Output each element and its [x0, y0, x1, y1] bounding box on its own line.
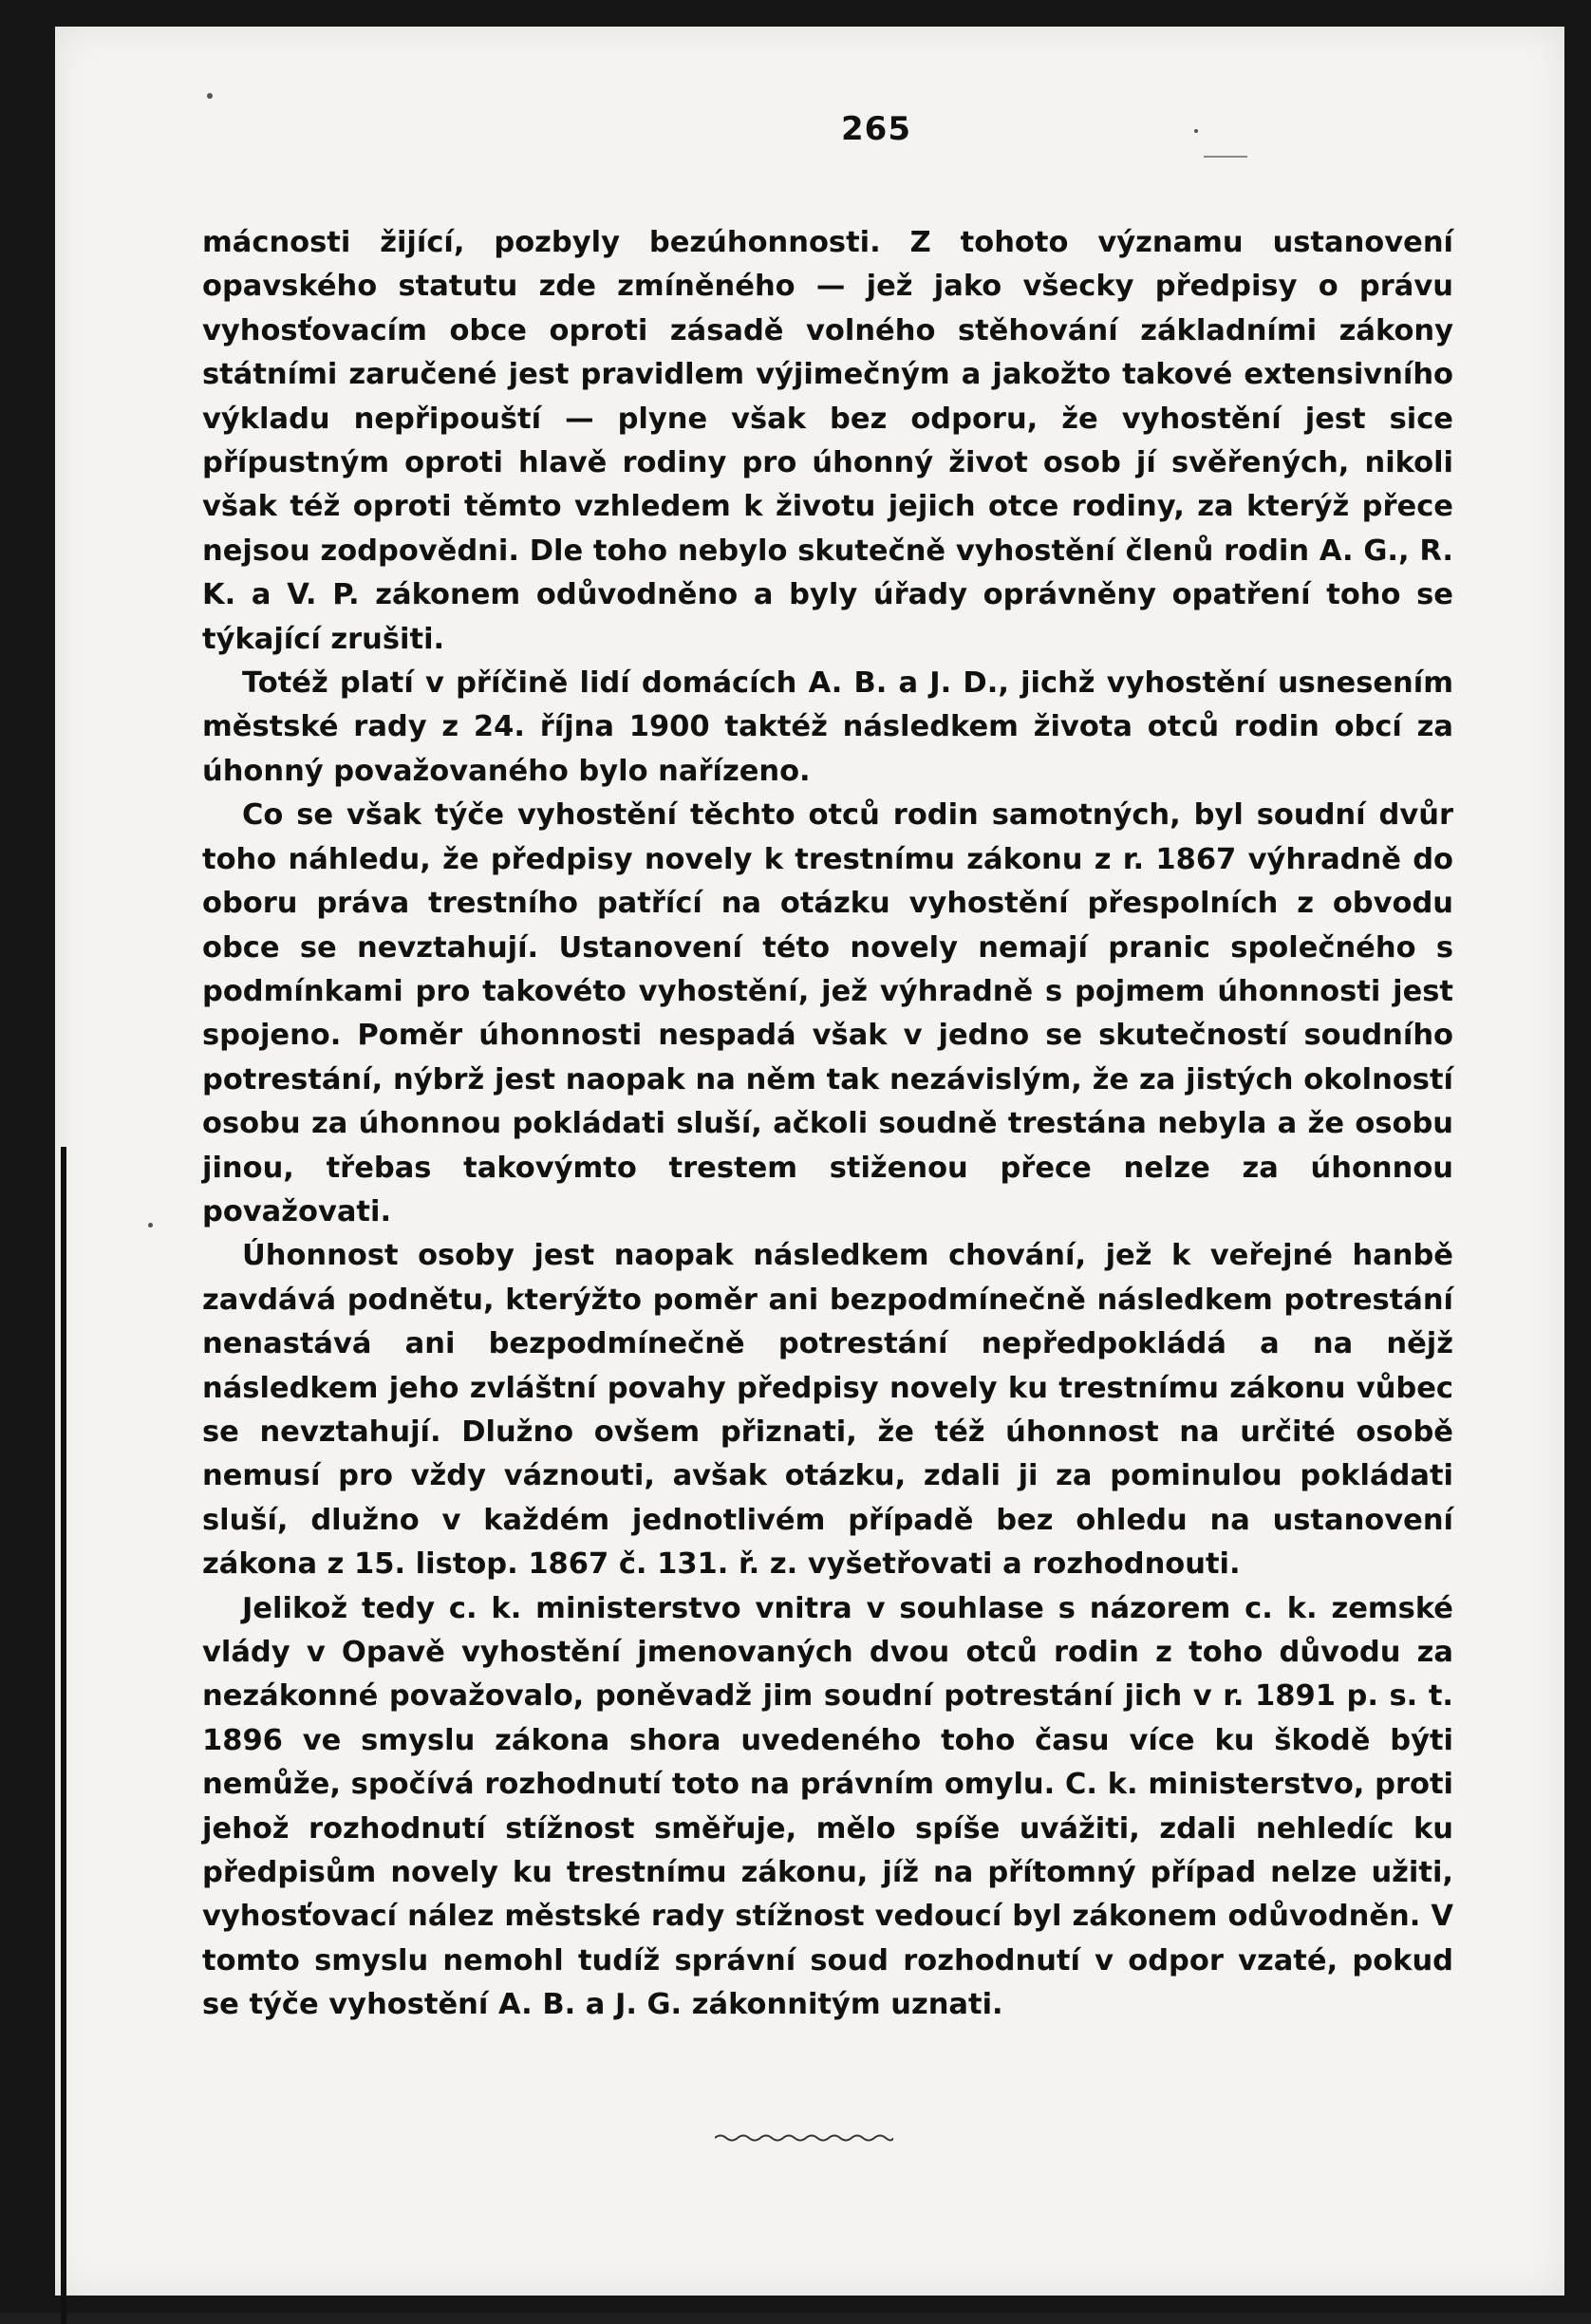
- paragraph-4: Úhonnost osoby jest naopak následkem chování, jež k veřejné hanbě zavdává podnětu, kterýžto poměr ani bezpodmínečně následkem potrestání nenastává ani bezpodmínečně potrestání nepředpokládá a na nějž následkem jeho zvláštní povahy předpisy novely ku trestnímu zákonu vůbec se nevztahují. Dlužno ovšem přiznati, že též úhonnost na určité osobě nemusí pro vždy váznouti, avšak otázku, zdali ji za pominulou pokládati sluší, dlužno v každém jednotlivém případě bez ohledu na ustanovení zákona z 15. listop. 1867 č. 131. ř. z. vyšetřovati a rozhodnouti.: [202, 1239, 1453, 1582]
- scan-speck: [207, 93, 213, 99]
- page-number: 265: [841, 110, 911, 148]
- body-text: [202, 221, 1453, 2028]
- paragraph-3: Co se však týče vyhostění těchto otců rodin samotných, byl soudní dvůr toho náhledu, že předpisy novely k trestnímu zákonu z r. 1867 výhradně do oboru práva trestního patřící na otázku vyhostění přespolních z obvodu obce se nevztahují. Ustanovení této novely nemají pranic společného s podmínkami pro takovéto vyhostění, jež výhradně s pojmem úhonnosti jest spojeno. Poměr úhonnosti nespadá však v jedno se skutečností soudního potrestání, nýbrž jest naopak na něm tak nezávislým, že za jistých okolností osobu za úhonnou pokládati sluší, ačkoli soudně trestána nebyla a že osobu jinou, třebas takovýmto trestem stiženou přece nelze za úhonnou považovati.: [202, 798, 1453, 1228]
- paragraph-5: Jelikož tedy c. k. ministerstvo vnitra v souhlase s názorem c. k. zemské vlády v Opavě vyhostění jmenovaných dvou otců rodin z toho důvodu za nezákonné považovalo, poněvadž jim soudní potrestání jich v r. 1891 p. s. t. 1896 ve smyslu zákona shora uvedeného toho času více ku škodě býti nemůže, spočívá rozhodnutí toto na právním omylu. C. k. ministerstvo, proti jehož rozhodnutí stížnost směřuje, mělo spíše uvážiti, zdali nehledíc ku předpisům novely ku trestnímu zákonu, jíž na přítomný případ nelze užiti, vyhosťovací nález městské rady stížnost vedoucí byl zákonem odůvodněn. V tomto smyslu nemohl tudíž správní soud rozhodnutí v odpor vzaté, pokud se týče vyhostění A. B. a J. G. zákonnitým uznati.: [202, 1591, 1453, 2022]
- paragraph-1: mácnosti žijící, pozbyly bezúhonnosti. Z tohoto významu ustanovení opavského statutu zde zmíněného — jež jako všecky předpisy o právu vyhosťovacím obce oproti zásadě volného stěhování základními zákony státními zaručené jest pravidlem výjimečným a jakožto takové extensivního výkladu nepřipouští — plyne však bez odporu, že vyhostění jest sice přípustným oproti hlavě rodiny pro úhonný život osob jí svěřených, nikoli však též oproti těmto vzhledem k životu jejich otce rodiny, za kterýž přece nejsou zodpovědni. Dle toho nebylo skutečně vyhostění členů rodin A. G., R. K. a V. P. zákonem odůvodněno a byly úřady oprávněny opatření toho se týkající zrušiti.: [202, 226, 1453, 656]
- scan-speck: [148, 1223, 153, 1228]
- end-ornament: [715, 2132, 893, 2144]
- document-page: [55, 27, 1564, 2296]
- paragraph-2: Totéž platí v příčině lidí domácích A. B. a J. D., jichž vyhostění usnesením městské rady z 24. října 1900 taktéž následkem života otců rodin obcí za úhonný považovaného bylo nařízeno.: [202, 666, 1453, 788]
- corner-mark: [1204, 156, 1247, 158]
- binding-edge: [61, 1147, 66, 2324]
